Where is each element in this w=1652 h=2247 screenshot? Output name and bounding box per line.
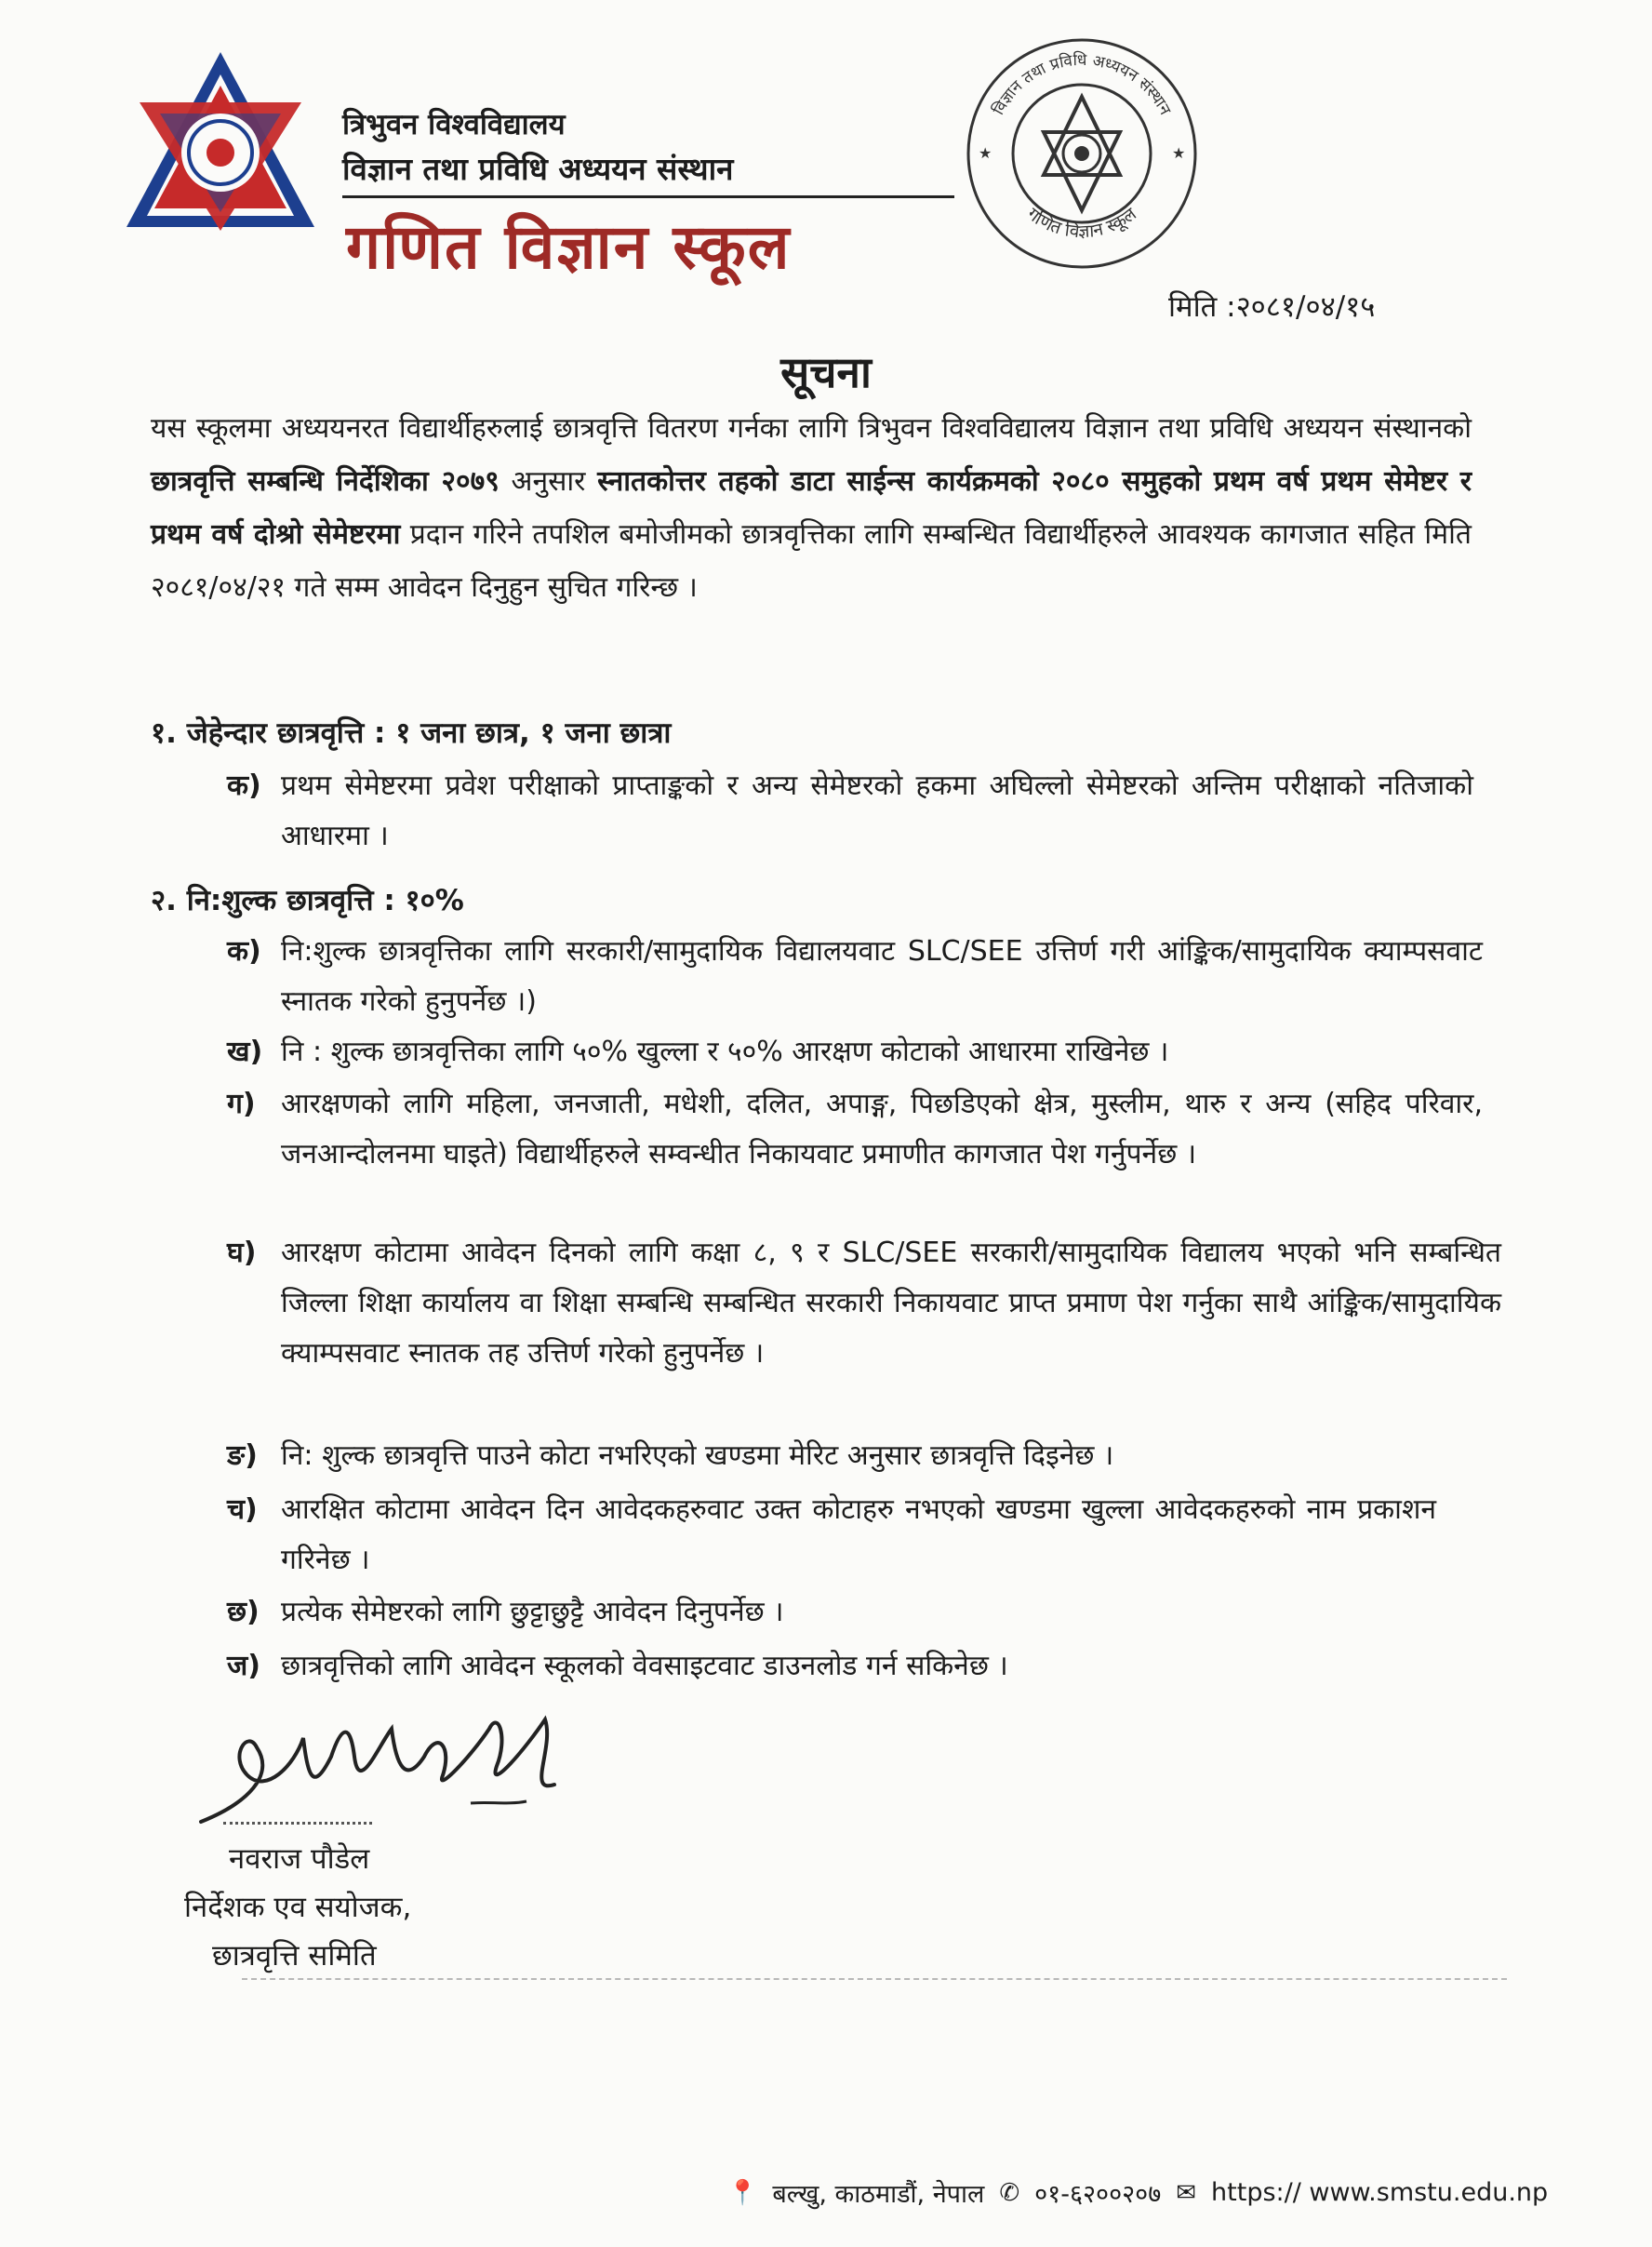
item-marker: ग) xyxy=(227,1088,256,1120)
item-text: प्रत्येक सेमेष्टरको लागि छुट्टाछुट्टै आवेदन दिनुपर्नेछ । xyxy=(281,1596,784,1628)
phone-icon: ✆ xyxy=(999,2178,1020,2207)
intro-text-2: अनुसार xyxy=(499,465,598,498)
list-item xyxy=(227,1587,1483,1638)
location-pin-icon: 📍 xyxy=(727,2178,758,2207)
signature-icon xyxy=(192,1692,592,1840)
intro-text-1: यस स्कूलमा अध्ययनरत विद्यार्थीहरुलाई छात्रवृत्ति वितरण गर्नका लागि त्रिभुवन विश्वविद्यालय विज्ञान तथा प्रविधि अध्ययन संस्थानको xyxy=(151,412,1472,445)
section-1-heading: १. जेहेन्दार छात्रवृत्ति : १ जना छात्र, १ जना छात्रा xyxy=(151,716,672,750)
svg-text:★: ★ xyxy=(1172,144,1186,162)
item-text: नि: शुल्क छात्रवृत्ति पाउने कोटा नभरिएको खण्डमा मेरिट अनुसार छात्रवृत्ति दिइनेछ । xyxy=(281,1439,1114,1472)
list-item xyxy=(227,927,1483,1027)
item-text: आरक्षण कोटामा आवेदन दिनको लागि कक्षा ८, ९ र SLC/SEE सरकारी/सामुदायिक विद्यालय भएको भनि सम्बन्धित जिल्ला शिक्षा कार्यालय वा शिक्षा सम्बन्धि सम्बन्धित सरकारी निकायवाट प्राप्त प्रमाण पेश गर्नुका साथै आंङ्किक/सामुदायिक क्याम्पसवाट स्नातक तह उत्तिर्ण गरेको हुनुपर्नेछ । xyxy=(281,1237,1501,1370)
item-text: नि : शुल्क छात्रवृत्तिका लागि ५०% खुल्ला र ५०% आरक्षण कोटाको आधारमा राखिनेछ । xyxy=(281,1036,1169,1068)
item-marker: ख) xyxy=(227,1036,263,1068)
footer-website[interactable]: https:// www.smstu.edu.np xyxy=(1211,2178,1549,2207)
signatory-committee: छात्रवृत्ति समिति xyxy=(212,1939,377,1973)
item-marker: छ) xyxy=(227,1596,260,1628)
footer xyxy=(727,2175,1548,2210)
list-item xyxy=(227,1431,1483,1481)
svg-text:★: ★ xyxy=(979,144,993,162)
item-text: छात्रवृत्तिको लागि आवेदन स्कूलको वेवसाइटवाट डाउनलोड गर्न सकिनेछ । xyxy=(281,1650,1008,1682)
footer-phone: ०१-६२००२०७ xyxy=(1034,2180,1162,2209)
item-marker: क) xyxy=(227,769,261,802)
seal-top-text: विज्ञान तथा प्रविधि अध्ययन संस्थान xyxy=(989,50,1175,119)
item-marker: क) xyxy=(227,935,261,968)
university-name: त्रिभुवन विश्वविद्यालय xyxy=(342,108,566,141)
seal-bottom-text: गणित विज्ञान स्कूल xyxy=(1023,204,1140,243)
item-text: आरक्षित कोटामा आवेदन दिन आवेदकहरुवाट उक्त कोटाहरु नभएको खण्डमा खुल्ला आवेदकहरुको नाम प्रकाशन गरिनेछ । xyxy=(281,1493,1436,1576)
institute-name: विज्ञान तथा प्रविधि अध्ययन संस्थान xyxy=(342,151,734,187)
intro-text-3: प्रदान गरिने तपशिल बमोजीमको छात्रवृत्तिका लागि सम्बन्धित विद्यार्थीहरुले आवश्यक कागजात सहित मिति २०८१/०४/२१ गते सम्म आवेदन दिनुहुन सुचित गरिन्छ । xyxy=(151,518,1472,604)
list-item xyxy=(227,1027,1483,1077)
item-text: आरक्षणको लागि महिला, जनजाती, मधेशी, दलित, अपाङ्ग, पिछडिएको क्षेत्र, मुस्लीम, थारु र अन्य (सहिद परिवार, जनआन्दोलनमा घाइते) विद्यार्थीहरुले सम्वन्धीत निकायवाट प्रमाणीत कागजात पेश गर्नुपर्नेछ । xyxy=(281,1088,1483,1170)
item-marker: ज) xyxy=(227,1650,260,1682)
item-text: प्रथम सेमेष्टरमा प्रवेश परीक्षाको प्राप्ताङ्कको र अन्य सेमेष्टरको हकमा अघिल्लो सेमेष्टरको अन्तिम परीक्षाको नतिजाको आधारमा । xyxy=(281,769,1473,852)
tu-logo-icon xyxy=(123,48,318,231)
section-2-heading: २. नि:शुल्क छात्रवृत्ति : १०% xyxy=(151,884,464,917)
item-marker: ङ) xyxy=(227,1439,258,1472)
faint-divider xyxy=(242,1978,1507,1980)
intro-paragraph xyxy=(151,402,1472,614)
web-icon: ✉ xyxy=(1176,2178,1197,2207)
signatory-title: निर्देशक एव सयोजक, xyxy=(184,1891,412,1924)
school-seal-icon xyxy=(964,35,1200,272)
intro-bold-1: छात्रवृत्ति सम्बन्धि निर्देशिका २०७९ xyxy=(151,465,500,498)
notice-date: मिति :२०८१/०४/१५ xyxy=(1168,290,1376,324)
list-item xyxy=(227,1485,1436,1585)
school-name: गणित विज्ञान स्कूल xyxy=(346,211,792,283)
item-marker: च) xyxy=(227,1493,258,1526)
list-item xyxy=(227,1228,1501,1379)
notice-title: सूचना xyxy=(780,347,872,397)
list-item xyxy=(227,761,1473,862)
item-marker: घ) xyxy=(227,1237,257,1269)
signature-dotted-line xyxy=(223,1822,372,1825)
signatory-name: नवराज पौडेल xyxy=(229,1842,370,1876)
header-divider xyxy=(342,195,954,198)
footer-address: बल्खु, काठमाडौं, नेपाल xyxy=(772,2180,985,2209)
intro-bold-2: स्नातकोत्तर तहको डाटा साईन्स कार्यक्रमको २०८० समुहको प्रथम वर्ष प्रथम सेमेष्टर र प्रथम वर्ष दोश्रो सेमेष्टरमा xyxy=(151,465,1472,551)
list-item xyxy=(227,1079,1483,1180)
list-item xyxy=(227,1641,1483,1692)
item-text: नि:शुल्क छात्रवृत्तिका लागि सरकारी/सामुदायिक विद्यालयवाट SLC/SEE उत्तिर्ण गरी आंङ्किक/सामुदायिक क्याम्पसवाट स्नातक गरेको हुनुपर्नेछ ।) xyxy=(281,935,1483,1018)
